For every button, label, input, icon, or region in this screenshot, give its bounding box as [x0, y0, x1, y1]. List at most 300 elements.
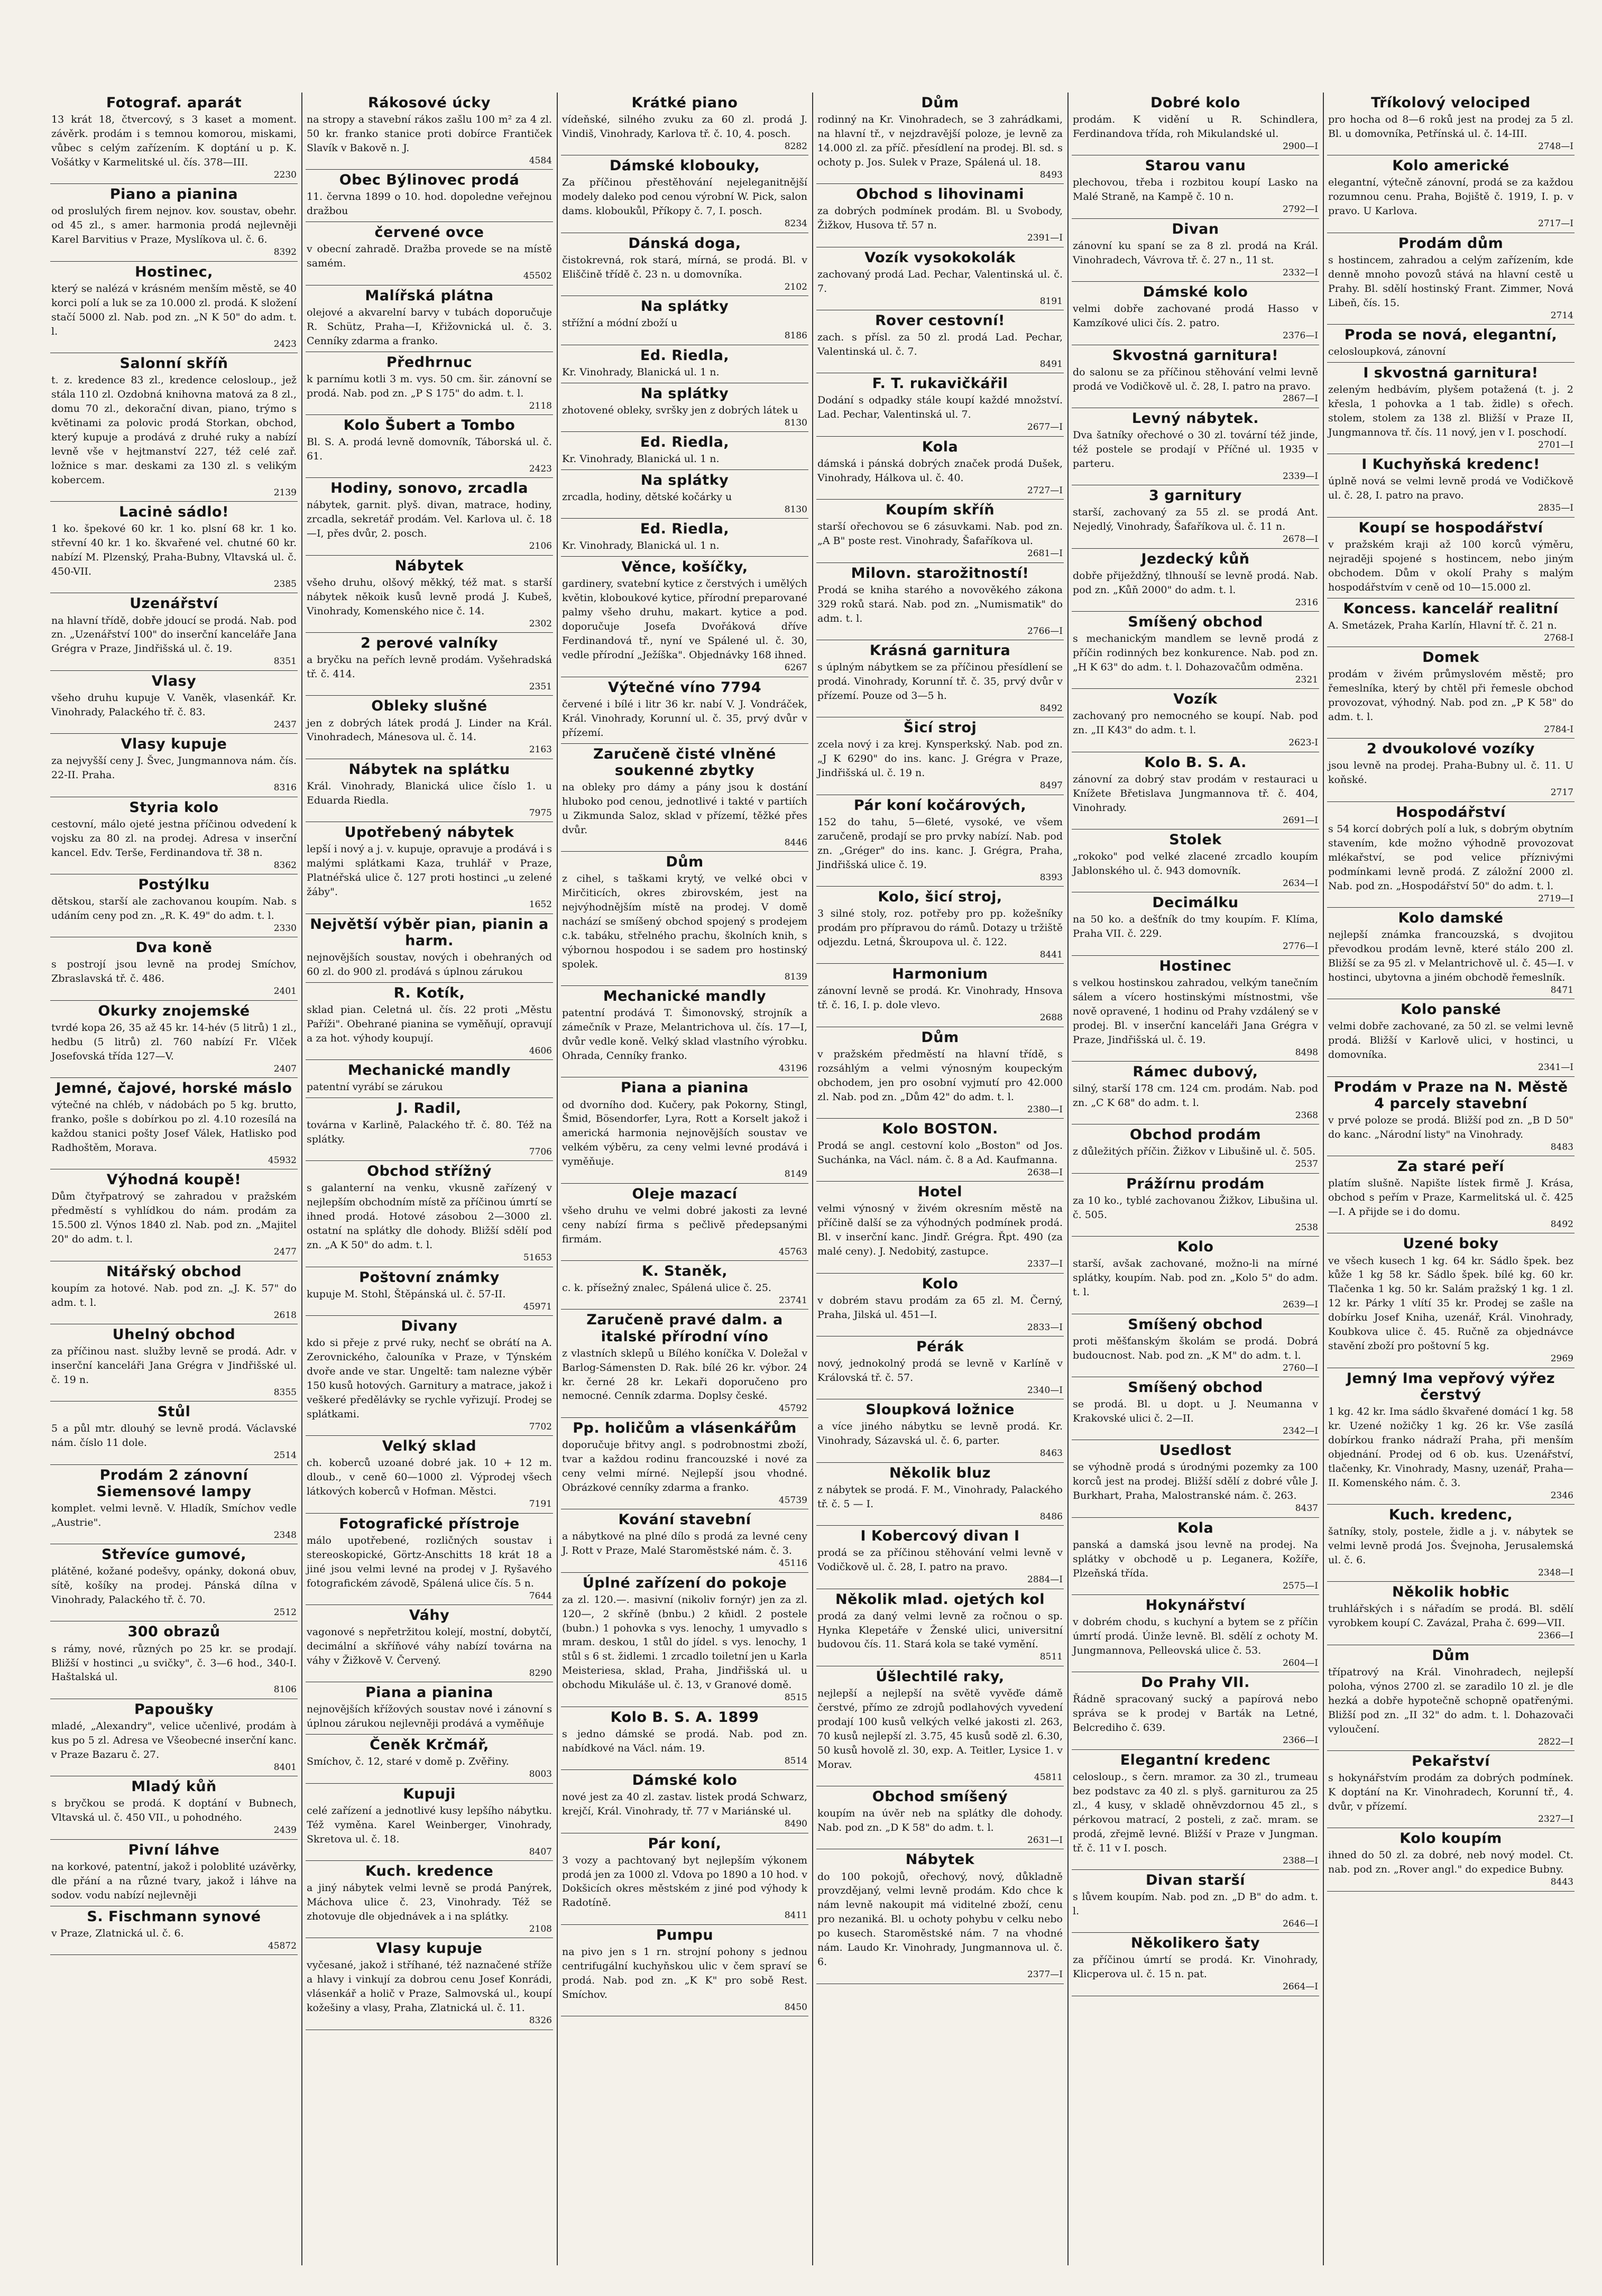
classified-ad: [1072, 1750, 1319, 1870]
ad-reference-number: 8234: [784, 218, 807, 229]
ad-body-text: Král. Vinohrady, Blanická ulice číslo 1. u Eduarda Riedla.: [307, 780, 552, 806]
classified-ad: [561, 93, 808, 155]
classified-ad: [306, 285, 553, 352]
ad-heading: R. Kotík,: [393, 984, 465, 1001]
ad-reference-number: 2230: [273, 169, 297, 180]
ad-reference-number: 8149: [784, 1169, 807, 1180]
ad-body-text: v Praze, Zlatnická ul. č. 6.: [51, 1927, 184, 1939]
ad-heading: Pumpu: [656, 1926, 714, 1943]
classified-ad: [50, 184, 298, 261]
ad-reference-number: 2385: [273, 579, 297, 590]
classified-ad: [50, 1776, 298, 1839]
ad-reference-number: 2348—I: [1538, 1567, 1573, 1578]
ad-body-text: prodám. K vidění u R. Schindlera, Ferdinandova třída, roh Mikulandské ul.: [1073, 114, 1318, 140]
ad-heading: Vlasy: [151, 672, 197, 689]
ad-reference-number: 51653: [523, 1252, 552, 1264]
ad-body-text: do salonu se za příčinou stěhování velmi levně prodá ve Vodičkově ul. č. 28, I. patro na pravo.: [1073, 366, 1318, 392]
column-divider: [301, 93, 302, 2265]
ad-heading: Střevíce gumové,: [102, 1546, 246, 1563]
ad-heading: Kuch. kredence: [365, 1862, 494, 1879]
classified-ad: [306, 633, 553, 696]
ad-reference-number: 45502: [523, 271, 552, 282]
ad-body-text: velmi dobře zachované prodá Hasso v Kamzíkové ulici čís. 2. patro.: [1073, 303, 1318, 329]
classified-ad: [1072, 1174, 1319, 1237]
ad-heading: Za staré peří: [1397, 1158, 1505, 1175]
ad-heading: Zaručeně pravé dalm. a italské přírodní víno: [586, 1312, 783, 1345]
ad-heading: Několik bluz: [889, 1464, 991, 1481]
ad-heading: Obchod střížný: [367, 1163, 492, 1180]
ad-heading: Předhrnuc: [386, 354, 473, 371]
classified-ad: [306, 170, 553, 222]
ad-body-text: málo upotřebené, rozličných soustav i stereoskopické, Görtz-Anschitts 18 krát 18 a jiné jsou velmi levné na prodej v J. Ryšavého fotografickém závodě, Spálená ulice čís. 5 n.: [307, 1534, 552, 1589]
ad-reference-number: 2768-I: [1544, 632, 1573, 643]
classified-ad: [306, 478, 553, 555]
ad-reference-number: 2900—I: [1283, 141, 1318, 152]
ad-reference-number: 8450: [784, 2002, 807, 2013]
classified-ad: [561, 1184, 808, 1261]
classified-ad: [306, 1098, 553, 1161]
ad-heading: Pérák: [916, 1339, 964, 1355]
ad-heading: Jezdecký kůň: [1141, 550, 1250, 567]
ad-heading: Domek: [1422, 649, 1479, 666]
ad-heading: Nábytek: [394, 557, 464, 574]
ad-reference-number: 7975: [529, 807, 552, 818]
classified-ad: [816, 437, 1064, 500]
classified-ad: [561, 1509, 808, 1572]
ad-body-text: prodám v živém průmyslovém městě; pro řemeslníka, který by chtěl při řemesle obchod provozovat, výhodný. Nab. pod zn. „P K 58" do adm. t. l.: [1328, 668, 1573, 723]
ad-reference-number: 8393: [1039, 872, 1063, 883]
classified-ad: [1072, 1377, 1319, 1440]
ad-heading: Papoušky: [134, 1701, 214, 1718]
classified-ad: [50, 1840, 298, 1906]
ad-body-text: 11. června 1899 o 10. hod. dopoledne veřejnou dražbou: [307, 191, 552, 217]
ad-body-text: prodá za daný velmi levně za ročnou o sp. Hynka Klepetáře v Ženské ulici, universitní budovou čís. 11. Stará kola se také vymění.: [817, 1610, 1063, 1650]
ad-body-text: plechovou, třeba i rozbitou koupí Lasko na Malé Straně, na Kampě č. 10 n.: [1073, 177, 1318, 203]
ad-body-text: vyčesané, jakož i stříhané, též naznačené stříže a hlavy i vinkují za dobrou cenu Josef Konrádi, vlásenkář a holič v Praze, Salmovská ul., koupí kožešiny a vlasy, Praha, Zlatnická ul. č. 11.: [307, 1959, 552, 2014]
classified-ad: [1327, 1077, 1575, 1156]
ad-body-text: ch. koberců uzoané dobré jak. 10 + 12 m. dloub., v ceně 60—1000 zl. Výprodej všech látkových koberců v Hofman. Městci.: [307, 1457, 552, 1498]
classified-ad: [1327, 93, 1575, 155]
ad-heading: Krásná garnitura: [869, 642, 1011, 659]
ad-reference-number: 8191: [1039, 296, 1063, 307]
ad-heading: Váhy: [409, 1607, 450, 1624]
ad-heading: Kolo B. S. A.: [1144, 754, 1247, 771]
classified-ad: [50, 353, 298, 502]
classified-ad: [1072, 1672, 1319, 1749]
ad-heading: Ed. Riedla,: [640, 434, 730, 450]
ad-reference-number: 8441: [1039, 949, 1063, 960]
ad-heading: Smíšený obchod: [1128, 613, 1263, 630]
classified-ad: [50, 797, 298, 874]
classified-ad: [306, 1861, 553, 1938]
ad-body-text: na hlavní třídě, dobře jdoucí se prodá. Nab. pod zn. „Uzenářství 100" do inserční kanceláře Jana Grégra v Praze, Jindřišská ul. č. 19.: [51, 614, 297, 655]
classified-ad: [561, 557, 808, 677]
ad-body-text: se výhodně prodá s úrodnými pozemky za 100 korců jest na prodej. Bližší sdělí z dobré vůle J. Burkhart, Praha, Malostranské nám. č. 263.: [1073, 1461, 1318, 1502]
ad-heading: Kolo: [922, 1275, 959, 1292]
classified-ad: [1072, 549, 1319, 612]
classified-ad: [50, 502, 298, 593]
ad-reference-number: 2339—I: [1283, 471, 1318, 482]
ad-heading: Koupí se hospodářství: [1358, 519, 1543, 536]
classified-ad: [50, 1621, 298, 1699]
ad-heading: Sloupková ložnice: [866, 1401, 1015, 1418]
ad-body-text: do 100 pokojů, ořechový, nový, důkladně provzdějaný, velmi levně prodám. Kdo chce k nám levně nakoupit má viditelné zboží, cenu pro nezaniká. Bl. u ochoty pohybu v celku nebo po kusech. Staroměstské nám. 7 na vhodné nám. Laudo Kr. Vinohrady, Jungmannova ul. č. 6.: [817, 1870, 1063, 1968]
ad-reference-number: 45872: [268, 1940, 297, 1951]
classified-ad: [816, 887, 1064, 964]
ad-reference-number: 8392: [273, 247, 297, 258]
classified-ad: [561, 744, 808, 852]
ad-reference-number: 2623-I: [1288, 737, 1318, 749]
classified-ad: [1327, 1368, 1575, 1505]
column-divider: [812, 93, 813, 2265]
ad-heading: Vozík: [1173, 691, 1218, 708]
classified-ad: [306, 914, 553, 983]
classified-ad: [561, 1573, 808, 1707]
ad-body-text: zach. s přísl. za 50 zl. prodá Lad. Pechar, Valentinská ul. č. 7.: [817, 331, 1063, 358]
ad-heading: Vozík vysokokolák: [864, 249, 1016, 266]
ad-heading: Úšlechtilé raky,: [876, 1668, 1005, 1685]
ad-heading: Obleky slušné: [371, 698, 487, 715]
column-divider: [1323, 93, 1324, 2265]
classified-ad: [306, 1682, 553, 1735]
ad-heading: Milovn. starožitností!: [851, 565, 1029, 582]
classified-ad: [1327, 1645, 1575, 1751]
ad-reference-number: 2646—I: [1283, 1918, 1318, 1929]
ad-body-text: z důležitých příčin. Žižkov v Libušině ul. č. 505.: [1073, 1146, 1316, 1158]
ad-heading: Uzenářství: [130, 595, 218, 612]
ad-reference-number: 2346: [1550, 1490, 1573, 1501]
ad-heading: červené ovce: [374, 224, 484, 241]
ad-reference-number: 4606: [529, 1045, 552, 1056]
ad-reference-number: 43196: [778, 1063, 807, 1074]
ad-body-text: v pražském předměstí na hlavní třídě, s rozsáhlým a velmi výnosným koupeckým obchodem, jen pro osobní vyjmutí pro 42.000 zl. Nab. pod zn. „Dům 42" do adm. t. l.: [817, 1048, 1063, 1103]
classified-ad: [1072, 1518, 1319, 1595]
ad-reference-number: 2106: [529, 541, 552, 552]
ad-column-3: [561, 93, 808, 2265]
ad-reference-number: 8511: [1039, 1652, 1063, 1663]
classified-ad: [1327, 363, 1575, 454]
ad-body-text: na 50 ko. a dešťník do tmy koupím. F. Klíma, Praha VII. č. 229.: [1073, 914, 1318, 940]
ad-body-text: na pivo jen s 1 rn. strojní pohony s jednou centrifugální kuchyňskou ulic v čem spraví se prodá. Nab. pod zn. „K K" pro sobě Rest. Smíchov.: [562, 1945, 807, 2000]
classified-ad: [816, 1182, 1064, 1273]
ad-reference-number: 8186: [784, 330, 807, 342]
ad-heading: Harmonium: [892, 966, 988, 983]
ad-heading: Styria kolo: [129, 799, 219, 816]
classified-ad: [1327, 454, 1575, 517]
ad-heading: Na splátky: [640, 472, 729, 488]
ad-body-text: na korkové, patentní, jakož i poloblité uzávěrky, dle přání a na různé tvary, jakož i láhve na sodov. vodu nabízí nejlevněji: [51, 1860, 297, 1901]
ad-body-text: s 54 korcí dobrých polí a luk, s dobrým obytním stavením, kde možno výhodně provozovat mlékařství, se pod velice příznivými podmínkami levně prodá. Z záložní 2000 zl. Nab. pod zn. „Hospodářství 50" do adm. t. l.: [1328, 823, 1573, 892]
ad-body-text: 13 krát 18, čtvercový, s 3 kaset a moment. závěrk. prodám i s temnou komorou, miskami, vůbec s celým zařízením. K doptání u p. K. Vošátky v Karmelitské ul. čís. 378—III.: [51, 114, 297, 168]
ad-heading: Několikero šaty: [1130, 1935, 1260, 1952]
ad-heading: Krátké piano: [631, 95, 738, 111]
ad-reference-number: 2514: [273, 1450, 297, 1461]
ad-body-text: s lůvem koupím. Nab. pod zn. „D B" do adm. t. l.: [1073, 1891, 1318, 1917]
ad-heading: Kolo damské: [1398, 910, 1504, 927]
classified-ad: [561, 233, 808, 296]
ad-reference-number: 8498: [1295, 1047, 1318, 1058]
ad-body-text: úplně nová se velmi levně prodá ve Vodičkově ul. č. 28, I. patro na pravo.: [1328, 475, 1573, 502]
ad-reference-number: 8106: [273, 1684, 297, 1695]
classified-ad: [50, 1906, 298, 1955]
ad-body-text: s rámy, nové, různých po 25 kr. se prodají. Bližší v hostinci „u svičky", č. 3—6 hod., 340-I. Haštalská ul.: [51, 1643, 297, 1683]
classified-ad: [306, 1316, 553, 1436]
ad-body-text: celosloup., s čern. mramor. za 30 zl., trumeau bez podstavc za 40 zl. s plyš. garniturou za 25 zl., 4 kusy, v skladě ohněvzdornou 45 zl., s pérkovou matrací, 2 posteli, z zač. mram. se prodá, zřejmě levné. Bližší v Praze v Jungman. tř. č. 11 v I. posch.: [1073, 1771, 1318, 1854]
ad-reference-number: 2575—I: [1283, 1580, 1318, 1591]
classified-ad: [561, 432, 808, 470]
ad-body-text: patentní vyrábí se zárukou: [307, 1081, 443, 1093]
ad-body-text: sklad pian. Celetná ul. čís. 22 proti „Městu Paříži". Obehrané pianina se vyměňují, opravují a za hot. výhody koupují.: [307, 1003, 552, 1044]
classified-ad: [1072, 408, 1319, 485]
ad-body-text: Kr. Vinohrady, Blanická ul. 1 n.: [562, 540, 720, 552]
ad-heading: Piana a pianina: [621, 1080, 749, 1096]
classified-ad: [1072, 282, 1319, 345]
ad-reference-number: 2423: [529, 464, 552, 475]
newspaper-classifieds-page: [50, 93, 1578, 2265]
ad-body-text: kupuje M. Stohl, Štěpánská ul. č. 57-II.: [307, 1288, 506, 1300]
ad-reference-number: 2835—I: [1538, 503, 1573, 514]
ad-reference-number: 2377—I: [1027, 1969, 1063, 1980]
ad-column-2: [306, 93, 553, 2265]
ad-reference-number: 8326: [529, 2015, 552, 2026]
ad-reference-number: 2969: [1550, 1353, 1573, 1364]
classified-ad: [561, 470, 808, 519]
ad-heading: Dámské kolo: [632, 1772, 738, 1789]
ad-reference-number: 45116: [778, 1558, 807, 1569]
classified-ad: [816, 310, 1064, 373]
ad-body-text: 1 ko. špekové 60 kr. 1 ko. plsní 68 kr. 1 ko. střevní 40 kr. 1 ko. škvařené vel. chutné 60 kr. nabízí M. Plzenský, Praha-Bubny, Vltavská ul. č. 450-VII.: [51, 523, 297, 578]
classified-ad: [306, 93, 553, 170]
ad-body-text: střížní a módní zboží u: [562, 317, 678, 329]
ad-body-text: Smíchov, č. 12, staré v domě p. Zvěřiny.: [307, 1756, 509, 1768]
classified-ad: [306, 1060, 553, 1098]
ad-body-text: nové jest za 40 zl. zastav. listek prodá Schwarz, krejčí, Král. Vinohrady, tř. 77 v Mariánské ul.: [562, 1791, 807, 1818]
ad-body-text: zánovní ku spaní se za 8 zl. prodá na Král. Vinohradech, Vávrova tř. č. 27 n., 11 st.: [1073, 239, 1318, 266]
ad-heading: Smíšený obchod: [1128, 1379, 1263, 1396]
ad-heading: Šicí stroj: [903, 720, 977, 736]
ad-body-text: t. z. kredence 83 zl., kredence celosloup., jež stála 110 zl. Ozdobná knihovna matová za 8 zl., domu 70 zl., dekorační divan, piano, trýmo s květinami za polovic prodá Storkan, obchod, který kupuje a prodává z druhé ruky a nabízí levně vše v hejtmanství 227, též celé zař. ložnice s mar. deskami za 130 zl. s velikým kobercem.: [51, 374, 297, 486]
classified-ad: [306, 696, 553, 759]
ad-heading: Dům: [1432, 1647, 1470, 1664]
ad-body-text: plátěné, kožané podešvy, opánky, dokoná obuv, sítě, košíky na prodej. Pánská dílna v Vinohrady, Palackého tř. č. 70.: [51, 1565, 297, 1606]
ad-body-text: prodá se za příčinou stěhování velmi levně v Vodičkově ul. č. 28, I. patro na pravo.: [817, 1547, 1063, 1573]
classified-ad: [816, 93, 1064, 184]
ad-heading: Malířská plátna: [365, 287, 494, 304]
ad-body-text: olejové a akvarelní barvy v tubách doporučuje R. Schütz, Praha—I, Křižovnická ul. č. 3. Cenníky zdarma a franko.: [307, 306, 552, 347]
ad-heading: Hospodářství: [1396, 804, 1506, 820]
ad-reference-number: 2677—I: [1027, 422, 1063, 433]
ad-body-text: doporučuje břitvy angl. s podrobnostmi zboží, tvar a každou rodinu francouzské i nové za ceny velmi mírné. Nejlepší jsou vhodné. Obrázkové cenníky zdarma a franko.: [562, 1439, 807, 1493]
ad-body-text: k parnímu kotli 3 m. vys. 50 cm. šir. zánovní se prodá. Nab. pod zn. „P S 175" do adm. t. l.: [307, 373, 552, 399]
ad-body-text: všeho druhu, olšový měkký, též mat. s starší nábytek někoik kusů levně prodá J. Kubeš, Vinohrady, Komenského nice č. 14.: [307, 576, 552, 617]
classified-ad: [1327, 999, 1575, 1076]
ad-body-text: zrcadla, hodiny, dětské kočárky u: [562, 491, 732, 503]
ad-body-text: a jiný nábytek velmi levně se prodá Panýrek, Máchova ulice č. 23, Vinohrady. Též se zhotovuje dle objednávek a i na splátky.: [307, 1882, 552, 1922]
classified-ad: [816, 1526, 1064, 1589]
ad-reference-number: 8362: [273, 860, 297, 871]
classified-ad: [561, 852, 808, 986]
ad-body-text: Kr. Vinohrady, Blanická ul. 1 n.: [562, 366, 720, 378]
ad-heading: Kolo Šubert a Tombo: [343, 417, 515, 434]
ad-reference-number: 7702: [529, 1421, 552, 1432]
classified-ad: [306, 822, 553, 914]
ad-body-text: v prvé poloze se prodá. Bližší pod zn. „B D 50" do kanc. „Národní listy" na Vinohrady.: [1328, 1114, 1573, 1140]
ad-reference-number: 2833—I: [1027, 1322, 1063, 1333]
classified-ad: [50, 1261, 298, 1324]
ad-reference-number: 2342—I: [1283, 1425, 1318, 1436]
ad-heading: Dům: [921, 1029, 959, 1046]
ad-body-text: gardinery, svatební kytice z čerstvých i umělých květin, kloboukové kytice, přírodní preparované palmy všeho druhu, makart. kytice a pod. doporučuje Josefa Dvořáková dříve Ferdinandová tř., nyní ve Spálené ul. č. 30, vedle přírodní „Ježíška". Objednávky 168 ihned.: [562, 578, 807, 661]
classified-ad: [561, 1418, 808, 1509]
classified-ad: [1327, 598, 1575, 647]
ad-body-text: 5 a půl mtr. dlouhý se levně prodá. Václavské nám. číslo 11 dole.: [51, 1423, 297, 1449]
ad-reference-number: 2316: [1295, 597, 1318, 608]
ad-body-text: elegantní, výtečně zánovní, prodá se za každou rozumnou cenu. Praha, Bojiště č. 1919, I. p. v pravo. U Karlova.: [1328, 177, 1573, 217]
classified-ad: [816, 1589, 1064, 1666]
ad-heading: Kolo americké: [1392, 158, 1509, 174]
ad-body-text: z nábytek se prodá. F. M., Vinohrady, Palackého tř. č. 5 — I.: [817, 1483, 1063, 1510]
classified-ad: [306, 1938, 553, 2030]
classified-ad: [1072, 612, 1319, 689]
classified-ad: [50, 937, 298, 1000]
ad-heading: Úplné zařízení do pokoje: [582, 1574, 787, 1591]
ad-heading: Nábytek na splátku: [348, 761, 510, 778]
ad-reference-number: 2717—I: [1538, 218, 1573, 229]
ad-reference-number: 8491: [1039, 359, 1063, 370]
ad-body-text: za příčinou úmrtí se prodá. Kr. Vinohrady, Klicperova ul. č. 15 n. pat.: [1073, 1954, 1318, 1980]
ad-heading: Pivní láhve: [128, 1841, 220, 1858]
classified-ad: [1072, 829, 1319, 892]
ad-body-text: koupím za hotové. Nab. pod zn. „J. K. 57" do adm. t. l.: [51, 1282, 297, 1308]
ad-body-text: komplet. velmi levně. V. Hladík, Smíchov vedle „Austrie".: [51, 1502, 297, 1528]
ad-heading: Tříkolový velociped: [1371, 95, 1531, 111]
ad-reference-number: 45792: [778, 1403, 807, 1414]
ad-body-text: 152 do tahu, 5—6leté, vysoké, ve všem zaručeně, prodají se pro prvky nabízí. Nab. pod zn. „Gréger" do ins. kanc. J. Grégra, Praha, Jindřišská ulice č. 19.: [817, 816, 1063, 871]
ad-body-text: zcela nový i za krej. Kynsperkský. Nab. pod zn. „J K 6290" do ins. kanc. J. Grégra v Praze, Jindřišská ul. č. 19 n.: [817, 739, 1063, 779]
classified-ad: [1072, 485, 1319, 548]
ad-reference-number: 2884—I: [1027, 1574, 1063, 1585]
classified-ad: [561, 1833, 808, 1925]
ad-reference-number: 2760—I: [1283, 1362, 1318, 1373]
classified-ad: [816, 964, 1064, 1027]
ad-reference-number: 8316: [273, 782, 297, 794]
ad-heading: Salonní skříň: [119, 355, 228, 372]
classified-ad: [306, 983, 553, 1060]
classified-ad: [1327, 155, 1575, 233]
ad-reference-number: 2634—I: [1283, 878, 1318, 889]
ad-reference-number: 2631—I: [1027, 1835, 1063, 1846]
ad-body-text: proti měšťanským školám se prodá. Dobrá budoucnost. Nab. pod zn. „K M" do adm. t. l.: [1073, 1335, 1318, 1361]
ad-body-text: v dobrém stavu prodám za 65 zl. M. Černý, Praha, Jilská ul. 451—I.: [817, 1294, 1063, 1321]
classified-ad: [816, 1119, 1064, 1182]
ad-reference-number: 8493: [1039, 169, 1063, 180]
ad-heading: Usedlost: [1159, 1442, 1232, 1459]
ad-body-text: všeho druhu ve velmi dobré jakosti za levné ceny nabízí firma s pečlivě předepsanými firmám.: [562, 1204, 807, 1245]
ad-reference-number: 8139: [784, 971, 807, 982]
classified-ad: [816, 247, 1064, 310]
ad-body-text: platím slušně. Napište lístek firmě J. Krása, obchod s peřím v Praze, Karmelitská ul. č. 425—I. A přijde se i do domu.: [1328, 1177, 1573, 1218]
classified-ad: [1327, 1505, 1575, 1582]
ad-body-text: v dobrém chodu, s kuchyní a bytem se z příčin úmrtí prodá. Úinže levně. Bl. sdělí z ochoty M. Jungmannova, Pelleovská ulice č. 53.: [1073, 1616, 1318, 1656]
classified-ad: [1072, 956, 1319, 1062]
classified-ad: [50, 1699, 298, 1776]
classified-ad: [1327, 233, 1575, 325]
ad-heading: Kola: [1177, 1519, 1214, 1536]
ad-heading: Rámec dubový,: [1133, 1064, 1258, 1081]
classified-ad: [1327, 325, 1575, 363]
ad-heading: Dům: [921, 95, 959, 111]
ad-reference-number: 2776—I: [1283, 941, 1318, 952]
ad-column-5: [1072, 93, 1319, 2265]
ad-body-text: za nejvyšší ceny J. Švec, Jungmannova nám. čís. 22-II. Praha.: [51, 755, 297, 781]
ad-column-1: [50, 93, 298, 2265]
ad-body-text: s velkou hostinskou zahradou, velkým tanečním sálem a vícero hostinskými místnostmi, vše nově opravené, 1 hodinu od Prahy vzdálený se v prodej. Bl. v inserční kanceláři Jana Grégra v Praze, Jindřišská ul. č. 19.: [1073, 976, 1318, 1046]
ad-column-4: [816, 93, 1064, 2265]
ad-reference-number: 6267: [784, 662, 807, 674]
ad-heading: Dobré kolo: [1150, 95, 1240, 111]
classified-ad: [1327, 518, 1575, 598]
classified-ad: [1327, 1751, 1575, 1828]
ad-reference-number: 2639—I: [1283, 1299, 1318, 1311]
ad-body-text: s mechanickým mandlem se levně prodá z příčin rodinných bez konkurence. Nab. pod zn. „H K 63" do adm. t. l. Dohazovačům odměna.: [1073, 633, 1318, 673]
ad-body-text: zachovaný prodá Lad. Pechar, Valentinská ul. č. 7.: [817, 268, 1063, 294]
ad-reference-number: 8282: [784, 141, 807, 152]
ad-heading: Výtečné víno 7794: [607, 679, 762, 696]
ad-body-text: vagonové s nepřetržitou kolejí, mostní, dobytčí, decimální a skříňové váhy nabízí továrna na váhy v Žižkově V. Červený.: [307, 1626, 552, 1666]
ad-heading: Kování stavební: [618, 1511, 751, 1528]
ad-heading: Divan: [1172, 220, 1219, 237]
classified-ad: [306, 1784, 553, 1861]
ad-body-text: Bl. S. A. prodá levně domovník, Táborská ul. č. 61.: [307, 436, 552, 463]
ad-body-text: dobře přiježdžný, tlhnouší se levně prodá. Nab. pod zn. „Kůň 2000" do adm. t. l.: [1073, 569, 1318, 596]
classified-ad: [561, 345, 808, 383]
ad-reference-number: 2439: [273, 1825, 297, 1836]
classified-ad: [1072, 1595, 1319, 1672]
ad-body-text: celé zařízení a jednotlivé kusy lepšího nábytku. Též vyměna. Karel Weinberger, Vinohrady, Skretova ul. č. 18.: [307, 1804, 552, 1845]
ad-reference-number: 45971: [523, 1301, 552, 1312]
ad-heading: Věnce, košíčky,: [621, 559, 748, 576]
ad-reference-number: 8492: [1550, 1219, 1573, 1230]
ad-heading: Piana a pianina: [365, 1684, 493, 1701]
classified-ad: [816, 1666, 1064, 1786]
ad-body-text: se prodá. Bl. u dopt. u J. Neumanna v Krakovské ulici č. 2—II.: [1073, 1398, 1318, 1424]
ad-body-text: šatníky, stoly, postele, židle a j. v. nábytek se velmi levně prodá Jos. Švejnoha, Jerusalemská ul. č. 6.: [1328, 1526, 1573, 1566]
ad-reference-number: 8003: [529, 1769, 552, 1780]
ad-body-text: A. Smetázek, Praha Karlín, Hlavní tř. č. 21 n.: [1328, 619, 1557, 631]
classified-ad: [816, 1399, 1064, 1462]
ad-heading: Dům: [666, 853, 704, 870]
classified-ad: [561, 1707, 808, 1770]
ad-body-text: s úplným nábytkem se za příčinou přesídlení se prodá. Vinohrady, Korunní tř. č. 35, prvý dvůr v přízemí. Pouze od 3—5 h.: [817, 661, 1063, 702]
ad-reference-number: 2330: [273, 923, 297, 934]
ad-reference-number: 8407: [529, 1846, 552, 1857]
ad-body-text: ihned do 50 zl. za dobré, neb nový model. Ct. nab. pod zn. „Rover angl." do expedice Bubny.: [1328, 1849, 1573, 1876]
ad-body-text: za zl. 120.—. masivní (nikoliv fornýr) jen za zl. 120—, 2 skříně (bnbu.) 2 kňidl. 2 postele (bubn.) 1 pohovka s vys. lenochy, 1 umyvadlo s mram. deskou, 1 stůl do jídel. s vys. lenochy, 1 stůl s 6 st. židlemi. 1 zrcadlo toiletní jen u Karla Meisteriesa, sklad, Praha, Jindřišská ul. u obchodu Mikuláše ul. č. 13, v Granové domě.: [562, 1593, 807, 1691]
ad-reference-number: 2139: [273, 487, 297, 498]
ad-body-text: jen z dobrých látek prodá J. Linder na Král. Vinohradech, Mánesova ul. č. 14.: [307, 717, 552, 743]
classified-ad: [1072, 1870, 1319, 1933]
ad-reference-number: 2537: [1295, 1159, 1318, 1170]
classified-ad: [306, 1161, 553, 1267]
ad-body-text: koupím na úvěr neb na splátky dle dohody. Nab. pod zn. „D K 58" do adm. t. l.: [817, 1808, 1063, 1834]
ad-heading: Nábytek: [905, 1851, 975, 1868]
ad-heading: Na splátky: [640, 385, 729, 402]
ad-reference-number: 45811: [1034, 1772, 1063, 1783]
ad-body-text: truhlářských i s nářadím se prodá. Bl. sdělí vyrobkem koupí C. Zavázal, Praha č. 699—VII.: [1328, 1603, 1573, 1629]
classified-ad: [306, 1514, 553, 1605]
ad-body-text: nejlepší a nejlepší na světě vyvěďe dámě čerstvé, přímo ze zdrojů podlahových vyvedení prodají 100 kusů velkých velké jakosti zl. 263, 70 kusů nejlepší zl. 3.75, 45 kusů sodě zl. 6.30, 50 kusů hovolě zl. 30, exp. A. Teitler, Lysice 1. v Morav.: [817, 1687, 1063, 1771]
ad-body-text: ve všech kusech 1 kg. 64 kr. Sádlo špek. bez kůže 1 kg 58 kr. Sádlo špek. bílé kg. 60 kr. Tlačenka 1 kg. 50 kr. Salám pražský 1 kg. 1 zl. 12 kr. Párky 1 vlítí 35 kr. Prodej se zašle na dobírku Josef Kniha, uzenář, Král. Vinohrady, Koubkova ulice č. 45. Ručně za objednávce stavění zboží pro poštovní 5 kg.: [1328, 1255, 1573, 1352]
